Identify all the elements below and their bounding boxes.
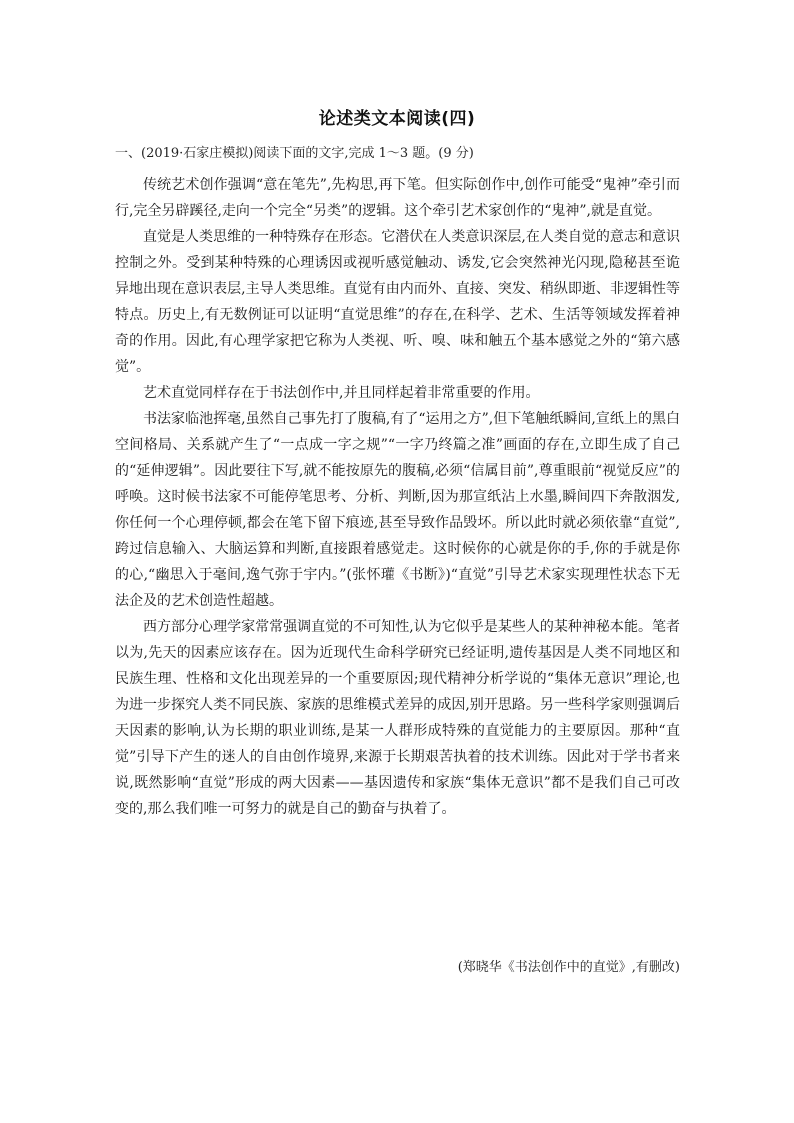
- paragraph: 传统艺术创作强调“意在笔先”,先构思,再下笔。但实际创作中,创作可能受“鬼神”牵引而行,完全另辟蹊径,走向一个完全“另类”的逻辑。这个牵引艺术家创作的“鬼神”,就是直觉。: [115, 177, 680, 219]
- paragraph: 书法家临池挥毫,虽然自己事先打了腹稿,有了“运用之方”,但下笔触纸瞬间,宣纸上的黑白空间格局、关系就产生了“一点成一字之规”“一字乃终篇之准”画面的存在,立即生成了自己的“延伸逻辑”。因此要往下写,就不能按原先的腹稿,必须“信属目前”,尊重眼前“视觉反应”的呼唤。这时候书法家不可能停笔思考、分析、判断,因为那宣纸沾上水墨,瞬间四下奔散洇发,你任何一个心理停顿,都会在笔下留下痕迹,甚至导致作品毁坏。所以此时就必须依靠“直觉”,跨过信息输入、大脑运算和判断,直接跟着感觉走。这时候你的心就是你的手,你的手就是你的心,“幽思入于毫间,逸气弥于宇内。”(张怀瓘《书断》)“直觉”引导艺术家实现理性状态下无法企及的艺术创造性超越。: [115, 411, 680, 609]
- paragraph: 直觉是人类思维的一种特殊存在形态。它潜伏在人类意识深层,在人类自觉的意志和意识控制之外。受到某种特殊的心理诱因或视听感觉触动、诱发,它会突然神光闪现,隐秘甚至诡异地出现在意识表层,主导人类思维。直觉有由内而外、直接、突发、稍纵即逝、非逻辑性等特点。历史上,有无数例证可以证明“直觉思维”的存在,在科学、艺术、生活等领域发挥着神奇的作用。因此,有心理学家把它称为人类视、听、嗅、味和触五个基本感觉之外的“第六感觉”。: [115, 229, 680, 375]
- document-title: 论述类文本阅读(四): [318, 109, 476, 129]
- source-citation: (郑晓华《书法创作中的直觉》,有删改): [457, 960, 680, 975]
- paragraph: 西方部分心理学家常常强调直觉的不可知性,认为它似乎是某些人的某种神秘本能。笔者以为,先天的因素应该存在。因为近现代生命科学研究已经证明,遗传基因是人类不同地区和民族生理、性格和文化出现差异的一个重要原因;现代精神分析学说的“集体无意识”理论,也为进一步探究人类不同民族、家族的思维模式差异的成因,别开思路。另一些科学家则强调后天因素的影响,认为长期的职业训练,是某一人群形成特殊的直觉能力的主要原因。那种“直觉”引导下产生的迷人的自由创作境界,来源于长期艰苦执着的技术训练。因此对于学书者来说,既然影响“直觉”形成的两大因素——基因遗传和家族“集体无意识”都不是我们自己可改变的,那么我们唯一可努力的就是自己的勤奋与执着了。: [115, 619, 680, 817]
- paragraph: 艺术直觉同样存在于书法创作中,并且同样起着非常重要的作用。: [143, 385, 540, 401]
- question-header: 一、(2019·石家庄模拟)阅读下面的文字,完成 1～3 题。(9 分): [115, 146, 474, 161]
- article-body: [115, 172, 680, 822]
